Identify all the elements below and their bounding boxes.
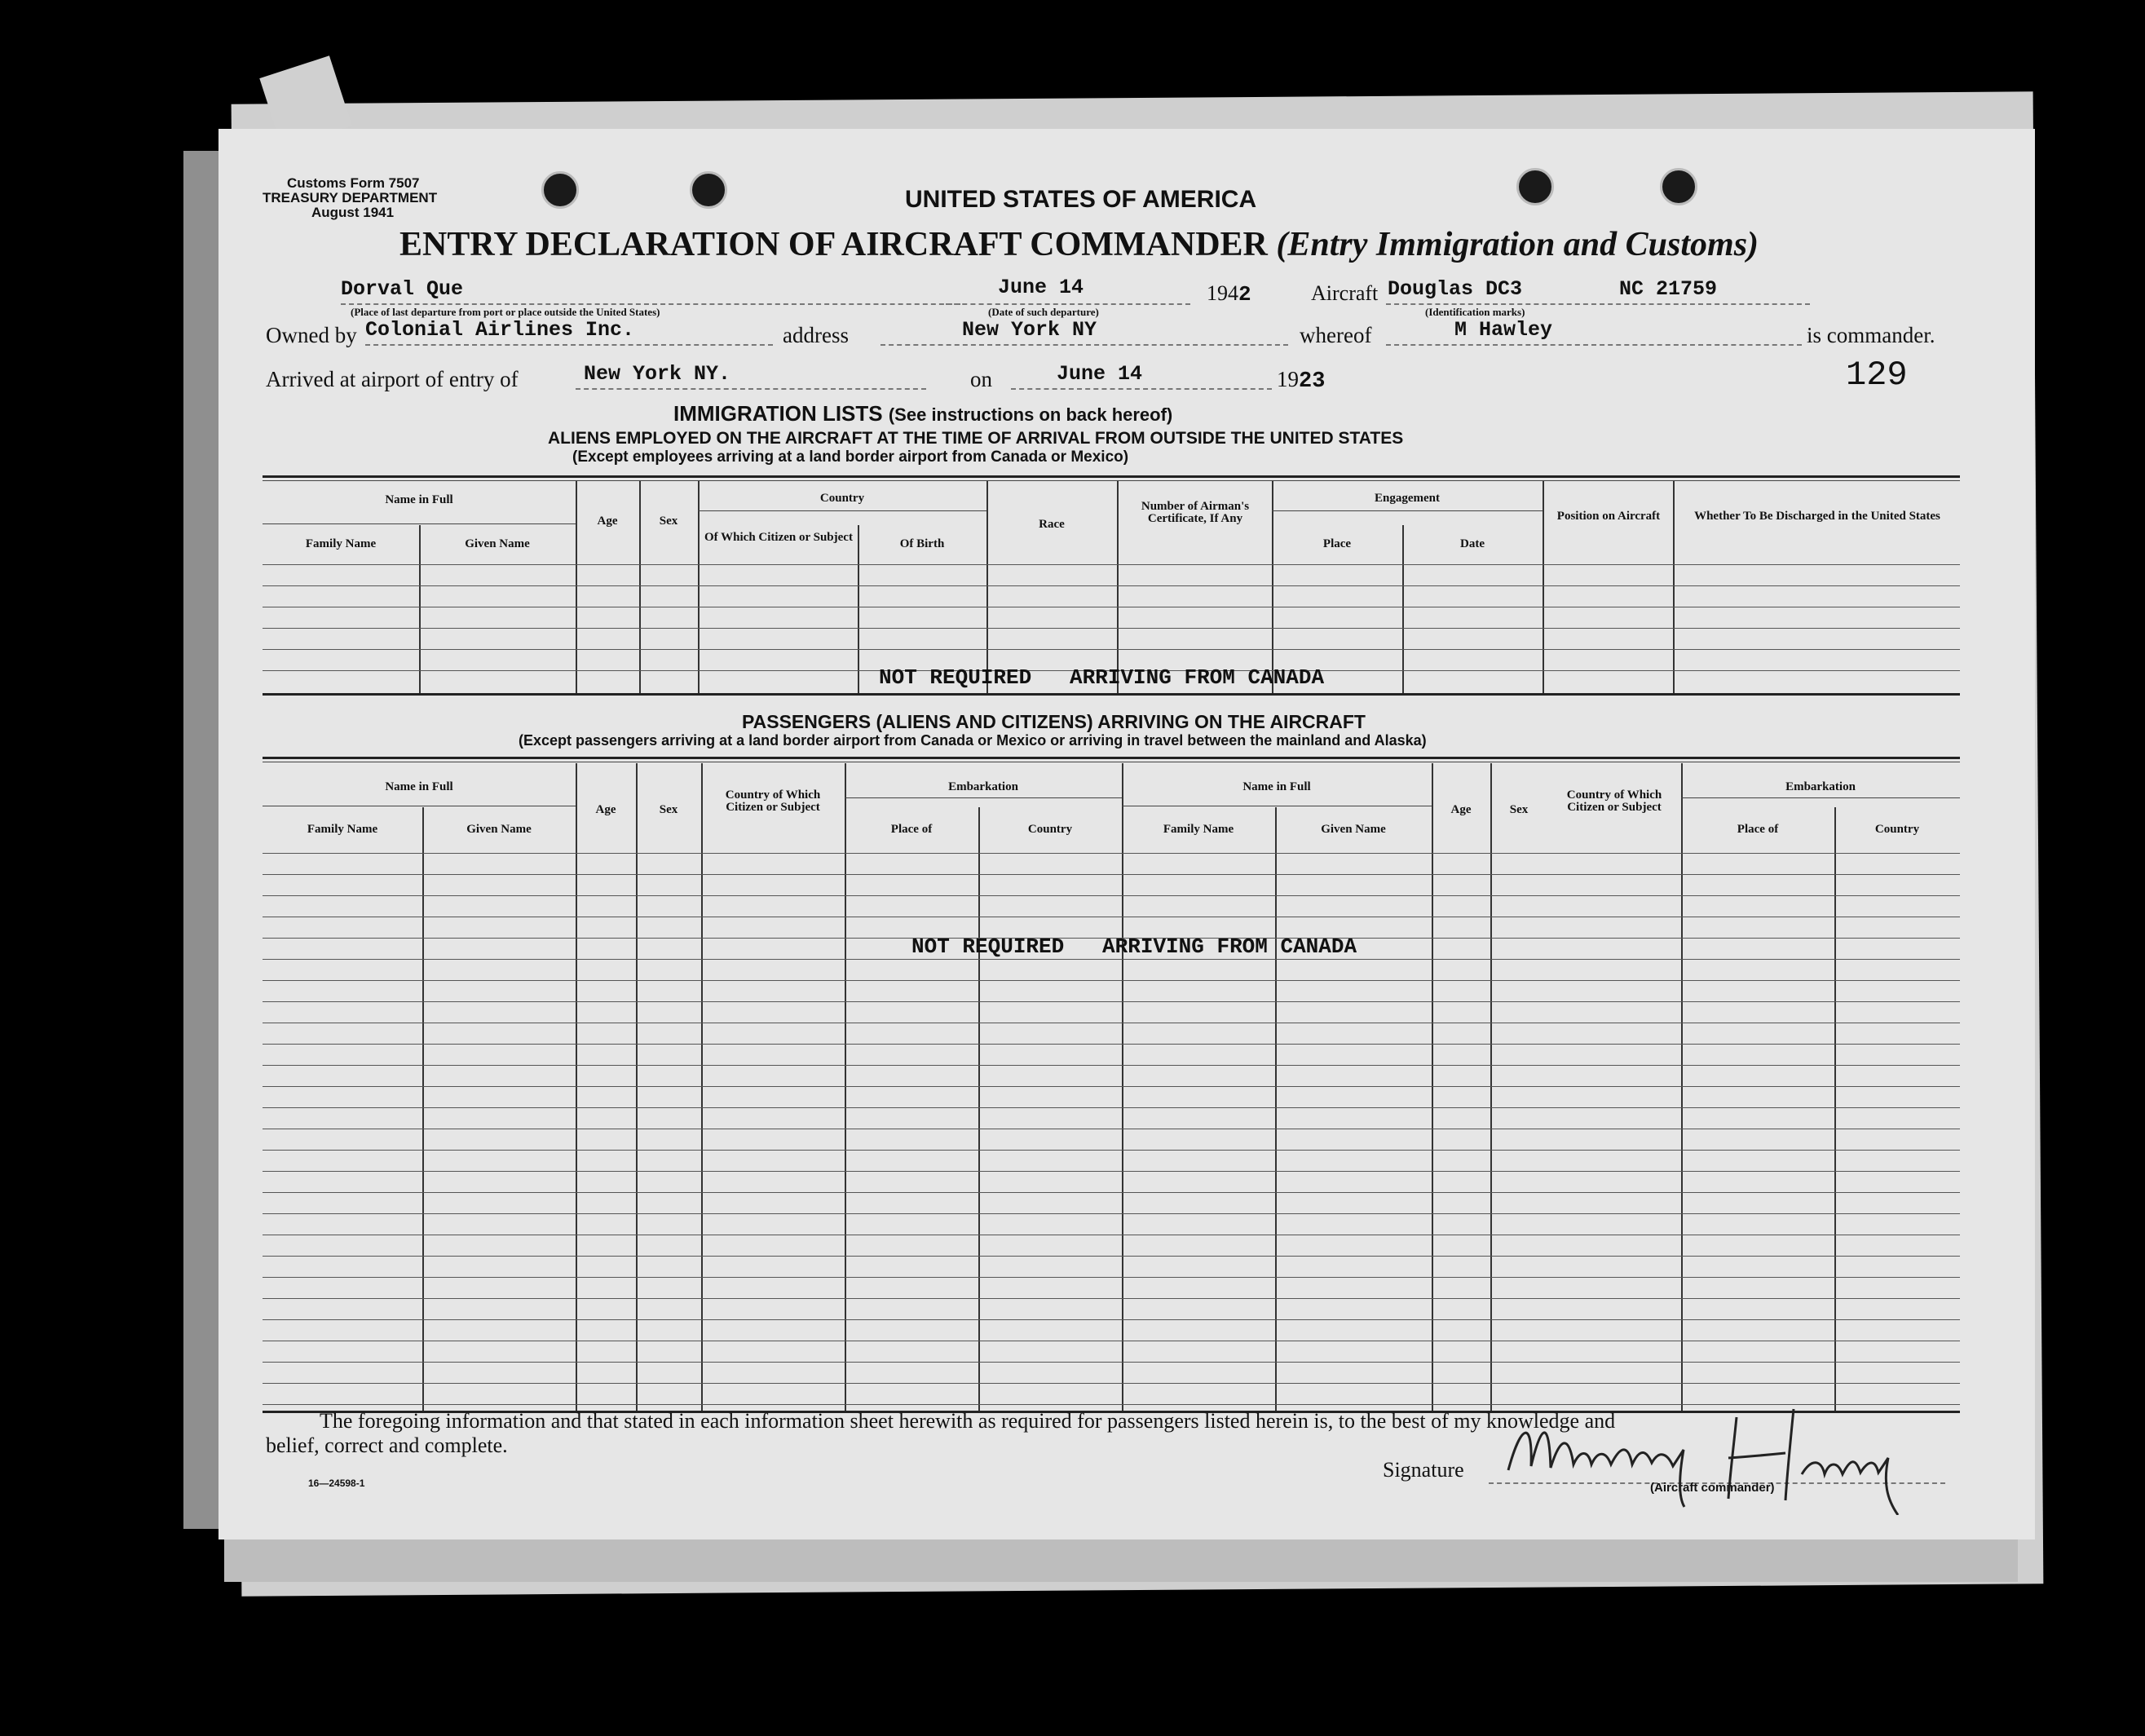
header-rule [845, 797, 1122, 798]
column-divider [1681, 763, 1683, 1411]
table-row [263, 1383, 1960, 1384]
column-divider [701, 763, 703, 1411]
country-title: UNITED STATES OF AMERICA [905, 186, 1257, 213]
header-rule [1272, 510, 1543, 511]
table-row [263, 649, 1960, 650]
table-row [263, 628, 1960, 629]
table-bottom-rule [263, 693, 1960, 696]
column-divider [845, 763, 846, 1411]
col-place-of-2: Place of [1737, 823, 1779, 836]
arrival-label: Arrived at airport of entry of [266, 367, 519, 391]
year-value: 23 [1299, 369, 1326, 394]
column-divider [576, 481, 577, 693]
col-embarkation-2: Embarkation [1785, 780, 1856, 793]
col-name-in-full-2: Name in Full [1242, 780, 1311, 793]
col-family-name: Family Name [305, 537, 377, 550]
table-row [263, 1001, 1960, 1002]
column-divider [978, 807, 980, 1411]
table-row [263, 1319, 1960, 1320]
column-divider [1432, 763, 1433, 1411]
signature-label: Signature [1383, 1458, 1464, 1482]
page-number: 129 [1846, 356, 1908, 395]
table-row [263, 1171, 1960, 1172]
punch-hole [1516, 168, 1554, 205]
col-given-name: Given Name [466, 823, 532, 836]
table-top-rule [263, 757, 1960, 759]
fill-line [1386, 303, 1810, 305]
col-date: Date [1460, 537, 1485, 550]
col-family-name-2: Family Name [1163, 823, 1234, 836]
column-divider [986, 481, 988, 693]
col-family-name: Family Name [307, 823, 378, 836]
table-row [263, 853, 1960, 854]
col-given-name: Given Name [465, 537, 530, 550]
table-row [263, 874, 1960, 875]
arrival-airport: New York NY. [584, 362, 731, 386]
whereof-label: whereof [1300, 323, 1372, 347]
table-row [263, 1044, 1960, 1045]
column-divider [1117, 481, 1119, 693]
col-age-2: Age [1450, 803, 1472, 816]
table-rule [263, 480, 1960, 481]
header-rule [263, 523, 576, 524]
table-row [263, 1107, 1960, 1108]
fill-line [341, 303, 960, 305]
column-divider [1543, 481, 1544, 693]
table-row [263, 585, 1960, 586]
certification-line2: belief, correct and complete. [266, 1433, 508, 1457]
column-divider [698, 481, 700, 693]
immigration-title-text: IMMIGRATION LISTS [673, 401, 883, 426]
address-label: address [783, 323, 849, 347]
aliens-stamp: NOT REQUIRED ARRIVING FROM CANADA [879, 665, 1325, 690]
column-divider [1272, 481, 1273, 693]
column-divider [636, 763, 638, 1411]
column-divider [422, 807, 424, 1411]
year-prefix: 19 [1277, 367, 1299, 391]
col-country: Country [1027, 823, 1073, 836]
commander-name: M Hawley [1454, 318, 1553, 342]
aircraft-ident: NC 21759 [1619, 277, 1718, 301]
table-row [263, 980, 1960, 981]
form-title-main: ENTRY DECLARATION OF AIRCRAFT COMMANDER [399, 226, 1268, 263]
col-country-citizen-2: Country of Which Citizen or Subject [1566, 788, 1662, 814]
punch-hole [690, 171, 727, 209]
arrival-date: June 14 [1057, 362, 1143, 386]
col-place: Place [1322, 537, 1352, 550]
punch-hole [541, 171, 579, 209]
print-code: 16—24598-1 [308, 1478, 365, 1489]
immigration-title-note: (See instructions on back hereof) [888, 404, 1173, 425]
fill-line [1011, 388, 1272, 390]
col-citizen: Of Which Citizen or Subject [704, 531, 853, 544]
aircraft-ident-caption: (Identification marks) [1425, 306, 1525, 318]
header-rule [698, 510, 986, 511]
column-divider [1490, 763, 1492, 1411]
col-airman-cert: Number of Airman's Certificate, If Any [1141, 500, 1250, 525]
col-birth: Of Birth [899, 537, 945, 550]
departure-place-caption: (Place of last departure from port or place outside the United States) [351, 306, 660, 318]
column-divider [1673, 481, 1675, 693]
fill-line [946, 303, 1190, 305]
year-value: 2 [1238, 282, 1251, 307]
col-engagement: Engagement [1375, 492, 1440, 505]
table-row [263, 1192, 1960, 1193]
col-given-name-2: Given Name [1321, 823, 1386, 836]
col-country-citizen: Country of Which Citizen or Subject [725, 788, 821, 814]
form-title-sub: (Entry Immigration and Customs) [1276, 226, 1759, 263]
commander-suffix: is commander. [1807, 323, 1935, 347]
arrival-on-label: on [970, 367, 992, 391]
passengers-stamp: NOT REQUIRED ARRIVING FROM CANADA [911, 934, 1357, 959]
col-sex: Sex [659, 803, 678, 816]
table-row [263, 959, 1960, 960]
table-row [263, 1256, 1960, 1257]
departure-year [1207, 281, 1251, 307]
col-country: Country [819, 492, 865, 505]
column-divider [576, 763, 577, 1411]
form-number: Customs Form 7507 [287, 175, 420, 191]
form-department: TREASURY DEPARTMENT [263, 190, 438, 205]
col-name-in-full: Name in Full [385, 493, 453, 506]
table-row [263, 564, 1960, 565]
table-row [263, 1362, 1960, 1363]
column-divider [1834, 807, 1836, 1411]
departure-date: June 14 [998, 276, 1084, 299]
column-divider [1122, 763, 1123, 1411]
table-row [263, 1065, 1960, 1066]
col-sex-2: Sex [1509, 803, 1529, 816]
col-country-2: Country [1874, 823, 1920, 836]
table-row [263, 1150, 1960, 1151]
col-age: Age [595, 803, 616, 816]
passengers-note: (Except passengers arriving at a land border airport from Canada or Mexico or arriving in travel between the mainland and Alaska) [519, 732, 1427, 749]
owner-name: Colonial Airlines Inc. [365, 318, 635, 342]
col-race: Race [1039, 518, 1065, 531]
table-row [263, 895, 1960, 896]
column-divider [1275, 807, 1277, 1411]
table-row [263, 1086, 1960, 1087]
col-place-of: Place of [890, 823, 933, 836]
aircraft-label: Aircraft [1311, 281, 1379, 305]
signature-image [1492, 1393, 1949, 1515]
departure-place: Dorval Que [341, 277, 464, 301]
col-name-in-full: Name in Full [385, 780, 453, 793]
owner-address: New York NY [962, 318, 1097, 342]
table-row [263, 1213, 1960, 1214]
table-row [263, 1277, 1960, 1278]
column-divider [639, 481, 641, 693]
fill-line [881, 344, 1288, 346]
col-embarkation: Embarkation [948, 780, 1018, 793]
col-age: Age [597, 515, 618, 528]
fill-line [1386, 344, 1802, 346]
fill-line [365, 344, 773, 346]
certification-line1: The foregoing information and that stated in each information sheet herewith as required for passengers listed herein is, to the best of my knowledge and [320, 1409, 1616, 1433]
fill-line [576, 388, 926, 390]
table-row [263, 1298, 1960, 1299]
header-rule [1681, 797, 1960, 798]
col-position: Position on Aircraft [1556, 510, 1661, 523]
arrival-year [1277, 367, 1325, 394]
col-discharged: Whether To Be Discharged in the United States [1694, 510, 1940, 523]
immigration-title [673, 401, 1172, 426]
aliens-note: (Except employees arriving at a land border airport from Canada or Mexico) [572, 448, 1129, 466]
punch-hole [1660, 168, 1697, 205]
year-prefix: 194 [1207, 281, 1238, 305]
aliens-title: ALIENS EMPLOYED ON THE AIRCRAFT AT THE TIME OF ARRIVAL FROM OUTSIDE THE UNITED STATES [548, 429, 1404, 448]
form-title [399, 225, 1759, 264]
signature-caption: (Aircraft commander) [1650, 1481, 1775, 1495]
departure-date-caption: (Date of such departure) [988, 306, 1099, 318]
passengers-title: PASSENGERS (ALIENS AND CITIZENS) ARRIVING ON THE AIRCRAFT [742, 711, 1366, 732]
aircraft-type: Douglas DC3 [1388, 277, 1523, 301]
col-sex: Sex [659, 515, 678, 528]
form-date: August 1941 [311, 205, 395, 220]
owned-by-label: Owned by [266, 323, 357, 347]
table-top-rule [263, 475, 1960, 478]
